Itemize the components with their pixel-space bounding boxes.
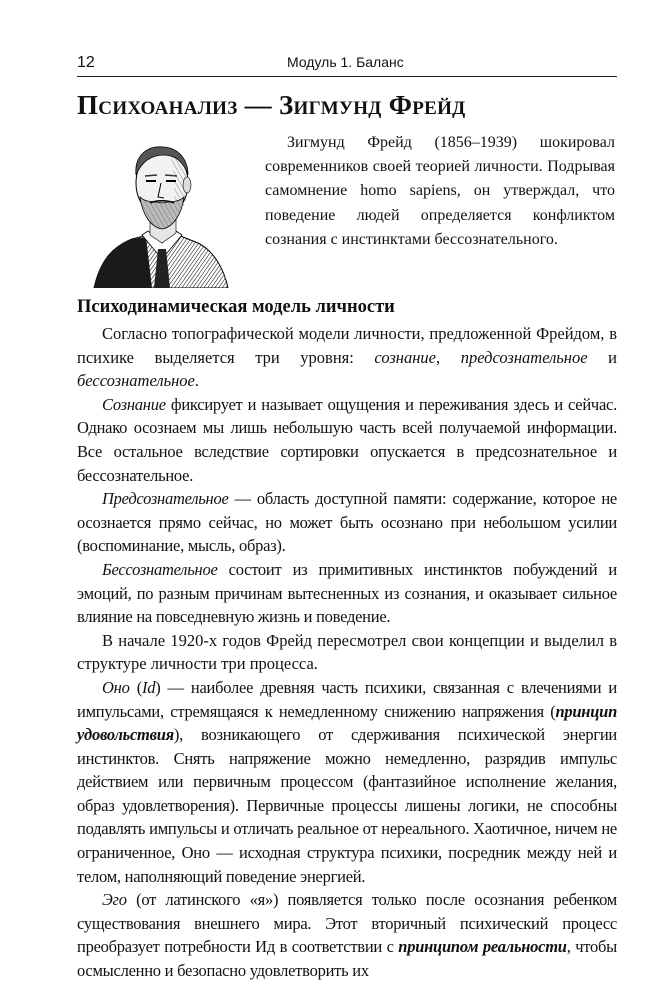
page-number: 12 [77, 54, 95, 71]
term-preconscious: предсознательное [460, 347, 588, 367]
paragraph-structure: В начале 1920-х годов Фрейд пересмотрел свои концепции и выделил в структуре личности три процесса. [77, 630, 617, 674]
running-head: Модуль 1. Баланс [287, 54, 404, 70]
term-unconscious: бессознательное [77, 371, 195, 391]
term-label: Оно [102, 677, 130, 697]
page-header [77, 50, 617, 77]
term-id: Id [141, 677, 156, 697]
term-label: Предсознательное [102, 489, 229, 509]
chapter-title: Психоанализ — Зигмунд Фрейд [77, 90, 466, 120]
paragraph-preconscious: Предсознательное — область доступной памяти: содержание, которое не осознается прямо сейчас, но может быть осознано при небольшом усилии (воспоминание, мысль, образ). [77, 489, 617, 556]
paragraph-levels: Согласно топографической модели личности, предложенной Фрейдом, в психике выделяется три уровня: сознание, предсознательное и бессознательное. [77, 324, 617, 391]
paragraph-id: Оно (Id) — наиболее древняя часть психики, связанная с влечениями и импульсами, стремящаяся к немедленному снижению напряжения (принцип удовольствия), возникающего от сдерживания психической энергии инстинктов. Снять напряжение можно немедленно, разрядив импульс действием или первичным процессом (фантазийное исполнение желания, образ удовлетворения). Первичные процессы лишены логики, не способны подавлять импульсы и отличать реальное от нереального. Хаотичное, ничем не ограниченное, Оно — исходная структура психики, посредник между ней и телом, наполняющий поведение энергией. [77, 677, 617, 886]
paragraph-consciousness: Сознание фиксирует и называет ощущения и переживания здесь и сейчас. Однако осознаем мы лишь небольшую часть всей получаемой информации. Все остальное вследствие сортировки опускается в предсознательное и бессознательное. [77, 394, 617, 485]
intro-paragraph: Зигмунд Фрейд (1856–1939) шокировал современников своей теорией личности. Подрывая самомнение homo sapiens, он утверждал, что поведение людей определяется конфликтом сознания с инстинктами бессознательного. [265, 134, 615, 248]
paragraph-unconscious: Бессознательное состоит из примитивных инстинктов побуждений и эмоций, по разным причинам вытесненных из сознания, и оказывает сильное влияние на повседневную жизнь и поведение. [77, 559, 617, 627]
term-label: Эго [102, 890, 127, 910]
paragraph-ego: Эго (от латинского «я») появляется только после осознания ребенком существования внешнего мира. Этот вторичный психический процесс преобразует потребности Ид в соответствии с принципом реальности, чтобы осмысленно и безопасно удовлетворить их [77, 890, 618, 981]
reality-principle: принципом реальности [398, 937, 567, 957]
term-consciousness: сознание [374, 347, 436, 367]
portrait-icon [90, 131, 230, 288]
term-label: Сознание [102, 394, 166, 414]
section-title: Психодинамическая модель личности [77, 297, 395, 317]
body-text [77, 322, 617, 983]
term-label: Бессознательное [102, 559, 218, 579]
pleasure-principle: принцип удовольствия [77, 701, 617, 745]
